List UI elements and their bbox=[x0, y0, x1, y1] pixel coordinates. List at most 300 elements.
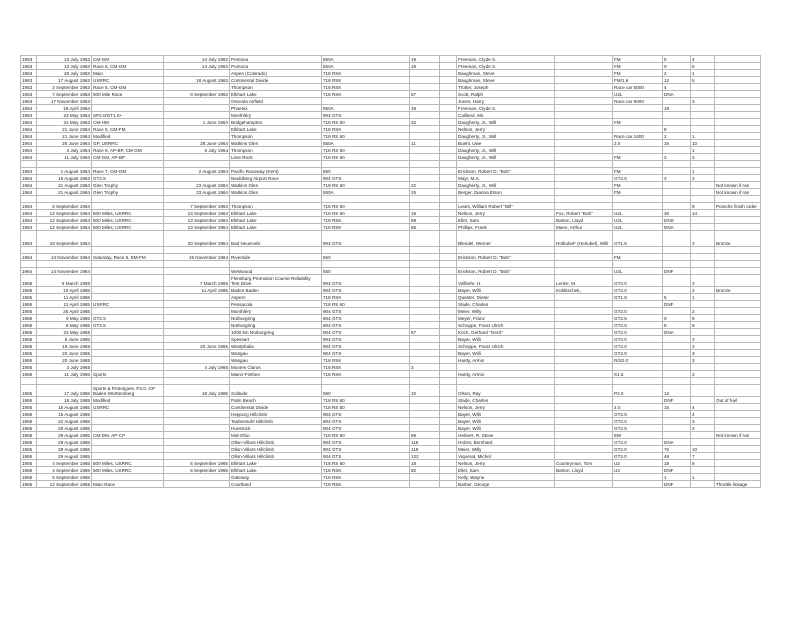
table-cell[interactable]: Freeman, Clyde S. bbox=[457, 63, 555, 70]
table-cell[interactable] bbox=[440, 474, 457, 481]
table-cell[interactable] bbox=[440, 364, 457, 371]
table-cell[interactable] bbox=[410, 98, 440, 105]
table-cell[interactable]: 16 bbox=[663, 140, 691, 147]
table-cell[interactable]: Erickson, Robert D. "Bob" bbox=[457, 168, 555, 175]
table-cell[interactable] bbox=[691, 254, 715, 261]
table-cell[interactable]: GT2.0 bbox=[613, 453, 663, 460]
table-cell[interactable]: 65 bbox=[410, 224, 440, 231]
table-cell[interactable] bbox=[440, 357, 457, 364]
table-cell[interactable] bbox=[440, 91, 457, 98]
table-cell[interactable]: Hollrubel* (Holrubel), Willi bbox=[555, 231, 613, 247]
table-cell[interactable]: 14 bbox=[691, 210, 715, 217]
table-cell[interactable] bbox=[613, 247, 663, 254]
table-cell[interactable]: 1965 bbox=[21, 418, 37, 425]
table-cell[interactable]: 17 August 1963 bbox=[37, 77, 92, 84]
table-cell[interactable] bbox=[715, 404, 761, 411]
table-cell[interactable]: 6 March 1965 bbox=[37, 275, 92, 287]
table-cell[interactable]: USRRC bbox=[92, 301, 164, 308]
table-cell[interactable]: Holzer, Bernhard bbox=[457, 439, 555, 446]
table-cell[interactable] bbox=[164, 70, 230, 77]
table-cell[interactable]: 1 bbox=[691, 133, 715, 140]
table-cell[interactable]: Baughman, Steve bbox=[457, 70, 555, 77]
table-cell[interactable]: GT2.0 bbox=[613, 446, 663, 453]
table-cell[interactable]: 550 bbox=[322, 168, 410, 175]
table-cell[interactable]: GT2.5 bbox=[613, 425, 663, 432]
table-cell[interactable] bbox=[457, 261, 555, 268]
table-cell[interactable] bbox=[555, 98, 613, 105]
table-cell[interactable]: 4 bbox=[691, 404, 715, 411]
table-cell[interactable] bbox=[555, 404, 613, 411]
table-cell[interactable] bbox=[715, 112, 761, 119]
table-cell[interactable] bbox=[322, 261, 410, 268]
table-cell[interactable]: 550A bbox=[322, 189, 410, 196]
table-cell[interactable] bbox=[164, 301, 230, 308]
table-cell[interactable] bbox=[410, 371, 440, 378]
table-cell[interactable] bbox=[410, 275, 440, 287]
table-cell[interactable]: Sports & Prototypes, P2.0, GP Baden-Württemberg bbox=[92, 385, 164, 397]
table-cell[interactable]: 718 RSK bbox=[322, 357, 410, 364]
table-cell[interactable] bbox=[440, 182, 457, 189]
table-cell[interactable]: 718 RSK bbox=[322, 364, 410, 371]
table-cell[interactable]: 25 bbox=[410, 189, 440, 196]
table-cell[interactable] bbox=[613, 203, 663, 210]
table-cell[interactable] bbox=[691, 439, 715, 446]
table-cell[interactable] bbox=[164, 411, 230, 418]
table-cell[interactable] bbox=[555, 84, 613, 91]
table-cell[interactable] bbox=[555, 364, 613, 371]
table-cell[interactable] bbox=[92, 261, 164, 268]
table-cell[interactable] bbox=[92, 308, 164, 315]
table-cell[interactable]: 3 bbox=[691, 98, 715, 105]
table-cell[interactable]: Elkhart Lake bbox=[230, 467, 322, 474]
table-cell[interactable]: CM-HM bbox=[92, 119, 164, 126]
table-cell[interactable]: 718 RSK bbox=[322, 77, 410, 84]
table-cell[interactable]: 2 bbox=[663, 154, 691, 161]
table-cell[interactable] bbox=[663, 343, 691, 350]
table-cell[interactable]: 13 July 1963 bbox=[37, 63, 92, 70]
table-cell[interactable]: 1965 bbox=[21, 329, 37, 336]
table-cell[interactable]: Wasgau bbox=[230, 357, 322, 364]
table-cell[interactable] bbox=[410, 350, 440, 357]
table-cell[interactable]: Nelson, Jerry bbox=[457, 404, 555, 411]
table-cell[interactable]: 1965 bbox=[21, 397, 37, 404]
table-cell[interactable] bbox=[92, 275, 164, 287]
table-cell[interactable]: 20 June 1965 bbox=[37, 350, 92, 357]
table-cell[interactable]: Daugherty, Jr., Will bbox=[457, 133, 555, 140]
table-cell[interactable]: 550 bbox=[322, 268, 410, 275]
table-cell[interactable]: 1965 bbox=[21, 439, 37, 446]
table-cell[interactable]: Koch, Gerhard "Gerd" bbox=[457, 329, 555, 336]
table-cell[interactable]: Mid-Ohio bbox=[230, 432, 322, 439]
table-cell[interactable]: 5 September 1965 bbox=[37, 474, 92, 481]
table-cell[interactable] bbox=[715, 147, 761, 154]
table-cell[interactable]: Fox, Robert "Bob" bbox=[555, 210, 613, 217]
table-cell[interactable] bbox=[715, 63, 761, 70]
table-cell[interactable]: 15 August 1965 bbox=[37, 411, 92, 418]
table-cell[interactable] bbox=[440, 371, 457, 378]
table-cell[interactable] bbox=[555, 63, 613, 70]
table-cell[interactable]: 718 RSK bbox=[322, 294, 410, 301]
table-cell[interactable]: GT2.5 bbox=[92, 175, 164, 182]
table-cell[interactable] bbox=[555, 385, 613, 397]
table-cell[interactable]: FM bbox=[613, 254, 663, 261]
table-cell[interactable]: 1964 bbox=[21, 182, 37, 189]
table-cell[interactable]: 19 June 1965 bbox=[37, 343, 92, 350]
table-cell[interactable]: Bayer, Willi bbox=[457, 425, 555, 432]
table-cell[interactable]: 14 July 1963 bbox=[164, 56, 230, 63]
table-cell[interactable]: Ollon-Villars Hillclimb bbox=[230, 446, 322, 453]
table-cell[interactable] bbox=[691, 329, 715, 336]
table-cell[interactable]: Elkhart Lake bbox=[230, 210, 322, 217]
table-cell[interactable] bbox=[440, 268, 457, 275]
table-cell[interactable] bbox=[691, 364, 715, 371]
table-cell[interactable]: 718 RS 60 bbox=[322, 119, 410, 126]
table-cell[interactable] bbox=[440, 294, 457, 301]
table-cell[interactable]: Barton, Lloyd bbox=[555, 217, 613, 224]
table-cell[interactable]: 20 June 1965 bbox=[164, 343, 230, 350]
table-cell[interactable] bbox=[555, 453, 613, 460]
table-cell[interactable]: 69 bbox=[410, 432, 440, 439]
table-cell[interactable]: 718 RSK bbox=[322, 371, 410, 378]
table-cell[interactable]: 3 bbox=[691, 350, 715, 357]
table-cell[interactable] bbox=[92, 418, 164, 425]
table-cell[interactable]: 3 bbox=[691, 275, 715, 287]
table-cell[interactable] bbox=[715, 268, 761, 275]
table-cell[interactable]: Blendel, Werner bbox=[457, 231, 555, 247]
table-cell[interactable]: 1963 bbox=[21, 70, 37, 77]
table-cell[interactable] bbox=[410, 112, 440, 119]
table-cell[interactable]: GT2.5 bbox=[92, 315, 164, 322]
table-cell[interactable] bbox=[555, 91, 613, 98]
table-cell[interactable]: 718 RSK bbox=[322, 126, 410, 133]
table-cell[interactable]: Quester, Dieter bbox=[457, 294, 555, 301]
table-cell[interactable] bbox=[410, 77, 440, 84]
table-cell[interactable]: Pensacola bbox=[230, 301, 322, 308]
table-cell[interactable] bbox=[440, 112, 457, 119]
table-cell[interactable]: Neubiberg Airport Race bbox=[230, 175, 322, 182]
table-cell[interactable]: Ollon-Villars Hillclimb bbox=[230, 453, 322, 460]
table-cell[interactable]: Eller, Sam bbox=[457, 217, 555, 224]
table-cell[interactable] bbox=[164, 105, 230, 112]
table-cell[interactable]: Eller, Sam bbox=[457, 467, 555, 474]
table-cell[interactable]: 1965 bbox=[21, 287, 37, 294]
table-cell[interactable]: 1964 bbox=[21, 189, 37, 196]
table-cell[interactable] bbox=[715, 196, 761, 203]
table-cell[interactable]: 22 bbox=[410, 119, 440, 126]
table-cell[interactable] bbox=[715, 322, 761, 329]
table-cell[interactable] bbox=[440, 105, 457, 112]
table-cell[interactable]: 718 RS 60 bbox=[322, 404, 410, 411]
table-cell[interactable] bbox=[715, 247, 761, 254]
table-cell[interactable] bbox=[322, 98, 410, 105]
table-cell[interactable]: 5 bbox=[663, 294, 691, 301]
table-cell[interactable] bbox=[37, 161, 92, 168]
table-cell[interactable] bbox=[37, 247, 92, 254]
table-cell[interactable]: DNF bbox=[663, 301, 691, 308]
table-cell[interactable]: Wasgau bbox=[230, 350, 322, 357]
table-cell[interactable] bbox=[410, 70, 440, 77]
table-cell[interactable]: 904 GTS bbox=[322, 231, 410, 247]
table-cell[interactable] bbox=[440, 418, 457, 425]
table-cell[interactable] bbox=[555, 343, 613, 350]
table-cell[interactable] bbox=[92, 453, 164, 460]
table-cell[interactable] bbox=[555, 196, 613, 203]
table-cell[interactable] bbox=[92, 294, 164, 301]
table-cell[interactable] bbox=[322, 196, 410, 203]
table-cell[interactable]: Buehl, Uwe bbox=[457, 140, 555, 147]
table-cell[interactable]: 11 July 1965 bbox=[37, 371, 92, 378]
table-cell[interactable]: 2 bbox=[691, 154, 715, 161]
table-cell[interactable]: 1965 bbox=[21, 322, 37, 329]
table-cell[interactable]: 904 GTS bbox=[322, 287, 410, 294]
table-cell[interactable] bbox=[715, 378, 761, 385]
table-cell[interactable]: USRRC bbox=[92, 404, 164, 411]
table-cell[interactable] bbox=[457, 247, 555, 254]
table-cell[interactable]: 115 bbox=[410, 439, 440, 446]
table-cell[interactable]: FM bbox=[613, 56, 663, 63]
table-cell[interactable]: 1965 bbox=[21, 481, 37, 488]
table-cell[interactable] bbox=[715, 294, 761, 301]
table-cell[interactable] bbox=[230, 378, 322, 385]
table-cell[interactable]: DNA bbox=[663, 439, 691, 446]
table-cell[interactable] bbox=[410, 294, 440, 301]
table-cell[interactable]: U2L bbox=[613, 224, 663, 231]
table-cell[interactable] bbox=[715, 254, 761, 261]
table-cell[interactable]: 15 August 1965 bbox=[37, 404, 92, 411]
table-cell[interactable] bbox=[715, 336, 761, 343]
table-cell[interactable]: 18 bbox=[663, 460, 691, 467]
table-cell[interactable]: 13 September 1964 bbox=[164, 224, 230, 231]
table-cell[interactable] bbox=[164, 329, 230, 336]
table-cell[interactable] bbox=[555, 56, 613, 63]
table-cell[interactable] bbox=[691, 481, 715, 488]
table-cell[interactable]: 1964 bbox=[21, 231, 37, 247]
table-cell[interactable]: 1965 bbox=[21, 294, 37, 301]
table-cell[interactable]: Westphalia bbox=[230, 343, 322, 350]
table-cell[interactable]: 29 August 1965 bbox=[37, 453, 92, 460]
table-cell[interactable]: GT2.0 bbox=[613, 287, 663, 294]
table-cell[interactable]: Saturday, Race 5, EM-FM bbox=[92, 254, 164, 261]
table-cell[interactable] bbox=[440, 168, 457, 175]
table-cell[interactable]: Race 7, CM-GM bbox=[92, 168, 164, 175]
table-cell[interactable]: 3 bbox=[410, 364, 440, 371]
table-cell[interactable]: 904 GTS bbox=[322, 322, 410, 329]
table-cell[interactable] bbox=[555, 254, 613, 261]
table-cell[interactable]: Pomona bbox=[230, 63, 322, 70]
table-cell[interactable]: 1964 bbox=[21, 154, 37, 161]
table-cell[interactable]: 22 bbox=[410, 182, 440, 189]
table-cell[interactable] bbox=[555, 261, 613, 268]
table-cell[interactable] bbox=[440, 404, 457, 411]
table-cell[interactable] bbox=[555, 168, 613, 175]
table-cell[interactable]: Freeman, Clyde S. bbox=[457, 56, 555, 63]
table-cell[interactable]: Scott, Ralph bbox=[457, 91, 555, 98]
table-cell[interactable]: 1964 bbox=[21, 203, 37, 210]
table-cell[interactable] bbox=[555, 301, 613, 308]
table-cell[interactable] bbox=[691, 467, 715, 474]
table-cell[interactable] bbox=[691, 126, 715, 133]
table-cell[interactable] bbox=[410, 404, 440, 411]
table-cell[interactable]: 67 bbox=[410, 91, 440, 98]
table-cell[interactable]: 31 May 1964 bbox=[37, 119, 92, 126]
table-cell[interactable]: 11 April 1965 bbox=[164, 287, 230, 294]
table-cell[interactable] bbox=[440, 254, 457, 261]
table-cell[interactable] bbox=[715, 140, 761, 147]
table-cell[interactable]: Ollon-Villars Hillclimb bbox=[230, 439, 322, 446]
table-cell[interactable] bbox=[691, 247, 715, 254]
table-cell[interactable] bbox=[663, 168, 691, 175]
table-cell[interactable] bbox=[555, 119, 613, 126]
table-cell[interactable] bbox=[663, 147, 691, 154]
table-cell[interactable] bbox=[410, 425, 440, 432]
table-cell[interactable]: 1 bbox=[691, 294, 715, 301]
table-cell[interactable] bbox=[715, 84, 761, 91]
table-cell[interactable] bbox=[715, 105, 761, 112]
table-cell[interactable]: DNS bbox=[663, 217, 691, 224]
table-cell[interactable]: 1964 bbox=[21, 217, 37, 224]
table-cell[interactable]: 904 GTS bbox=[322, 315, 410, 322]
table-cell[interactable] bbox=[555, 182, 613, 189]
table-cell[interactable] bbox=[663, 287, 691, 294]
table-cell[interactable]: 19 bbox=[410, 63, 440, 70]
table-cell[interactable]: 1965 bbox=[21, 425, 37, 432]
table-cell[interactable]: Daugherty, Jr., Will bbox=[457, 182, 555, 189]
table-cell[interactable]: 1964 bbox=[21, 140, 37, 147]
table-cell[interactable]: Osceola Airfield bbox=[230, 98, 322, 105]
table-cell[interactable]: 29 August 1965 bbox=[37, 425, 92, 432]
table-cell[interactable] bbox=[92, 357, 164, 364]
table-cell[interactable] bbox=[555, 112, 613, 119]
table-cell[interactable]: 718 RS 60 bbox=[322, 210, 410, 217]
table-cell[interactable] bbox=[410, 126, 440, 133]
table-cell[interactable]: Elkhart Lake bbox=[230, 224, 322, 231]
table-cell[interactable]: 904 GTS bbox=[322, 418, 410, 425]
table-cell[interactable]: 21 June 1964 bbox=[37, 133, 92, 140]
table-cell[interactable] bbox=[613, 105, 663, 112]
table-cell[interactable]: GT2.5 bbox=[613, 315, 663, 322]
table-cell[interactable] bbox=[555, 446, 613, 453]
table-cell[interactable]: Bayer, Willi bbox=[457, 287, 555, 294]
table-cell[interactable]: 29 August 1965 bbox=[37, 446, 92, 453]
table-cell[interactable]: 7 March 1965 bbox=[164, 275, 230, 287]
table-cell[interactable] bbox=[715, 357, 761, 364]
table-cell[interactable] bbox=[440, 231, 457, 247]
table-cell[interactable]: Slade, Charles bbox=[457, 301, 555, 308]
table-cell[interactable]: GT2.0 bbox=[613, 329, 663, 336]
table-cell[interactable] bbox=[555, 140, 613, 147]
table-cell[interactable]: 1964 bbox=[21, 147, 37, 154]
table-cell[interactable]: 10 bbox=[691, 140, 715, 147]
table-cell[interactable]: 23 May 1964 bbox=[37, 112, 92, 119]
table-cell[interactable] bbox=[164, 418, 230, 425]
table-cell[interactable]: Taubensuhl Hillclimb bbox=[230, 418, 322, 425]
table-cell[interactable]: 500 Miles, USRRC bbox=[92, 217, 164, 224]
table-cell[interactable] bbox=[613, 397, 663, 404]
table-cell[interactable]: 3 bbox=[663, 175, 691, 182]
table-cell[interactable] bbox=[21, 196, 37, 203]
table-cell[interactable]: 1965 bbox=[21, 364, 37, 371]
table-cell[interactable]: 718 RSK bbox=[322, 481, 410, 488]
table-cell[interactable]: 19 April 1964 bbox=[37, 105, 92, 112]
table-cell[interactable] bbox=[164, 474, 230, 481]
table-cell[interactable]: Phoenix bbox=[230, 105, 322, 112]
table-cell[interactable]: Lewis, William Robert "Bill" bbox=[457, 203, 555, 210]
table-cell[interactable] bbox=[410, 301, 440, 308]
table-cell[interactable] bbox=[164, 336, 230, 343]
table-cell[interactable] bbox=[555, 77, 613, 84]
table-cell[interactable]: 2 bbox=[691, 287, 715, 294]
table-cell[interactable]: 1965 bbox=[21, 474, 37, 481]
table-cell[interactable] bbox=[440, 161, 457, 168]
table-cell[interactable] bbox=[92, 196, 164, 203]
table-cell[interactable]: 1965 bbox=[21, 453, 37, 460]
table-cell[interactable]: 5 September 1965 bbox=[164, 467, 230, 474]
table-cell[interactable]: Bad Neuenahr bbox=[230, 231, 322, 247]
table-cell[interactable] bbox=[440, 70, 457, 77]
table-cell[interactable] bbox=[92, 364, 164, 371]
table-cell[interactable]: 1965 bbox=[21, 275, 37, 287]
table-cell[interactable]: Watkins Glen bbox=[230, 182, 322, 189]
table-cell[interactable] bbox=[440, 84, 457, 91]
table-cell[interactable] bbox=[164, 133, 230, 140]
table-cell[interactable] bbox=[164, 98, 230, 105]
table-cell[interactable] bbox=[92, 411, 164, 418]
table-cell[interactable]: 904 GTS bbox=[322, 336, 410, 343]
table-cell[interactable] bbox=[555, 425, 613, 432]
table-cell[interactable]: Lime Rock bbox=[230, 154, 322, 161]
table-cell[interactable] bbox=[555, 126, 613, 133]
table-cell[interactable]: 2.0 bbox=[613, 404, 663, 411]
table-cell[interactable] bbox=[440, 210, 457, 217]
table-cell[interactable]: Elkhart Lake bbox=[230, 91, 322, 98]
table-cell[interactable]: 718 RS 60 bbox=[322, 154, 410, 161]
table-cell[interactable]: 1963 bbox=[21, 77, 37, 84]
table-cell[interactable]: 1964 bbox=[21, 224, 37, 231]
table-cell[interactable]: 718 RSK bbox=[322, 70, 410, 77]
table-cell[interactable]: 3 bbox=[691, 336, 715, 343]
table-cell[interactable]: Race 6, AP-BP, CM-GM bbox=[92, 147, 164, 154]
table-cell[interactable]: FM bbox=[613, 182, 663, 189]
table-cell[interactable]: GT2.0 bbox=[613, 350, 663, 357]
table-cell[interactable]: 500 Miles, USRRC bbox=[92, 460, 164, 467]
table-cell[interactable] bbox=[691, 161, 715, 168]
table-cell[interactable] bbox=[440, 275, 457, 287]
table-cell[interactable]: U2 bbox=[613, 460, 663, 467]
table-cell[interactable] bbox=[715, 70, 761, 77]
table-cell[interactable] bbox=[440, 432, 457, 439]
table-cell[interactable] bbox=[691, 91, 715, 98]
table-cell[interactable]: GT2.0 bbox=[613, 439, 663, 446]
table-cell[interactable]: 1963 bbox=[21, 84, 37, 91]
table-cell[interactable]: Thompson bbox=[230, 203, 322, 210]
table-cell[interactable]: GP, USRRC bbox=[92, 140, 164, 147]
table-cell[interactable] bbox=[715, 371, 761, 378]
table-cell[interactable] bbox=[410, 161, 440, 168]
table-cell[interactable]: Main bbox=[92, 70, 164, 77]
table-cell[interactable] bbox=[457, 161, 555, 168]
table-cell[interactable] bbox=[691, 301, 715, 308]
table-cell[interactable] bbox=[92, 105, 164, 112]
table-cell[interactable]: 3 bbox=[691, 175, 715, 182]
table-cell[interactable]: Cailland, Ms. bbox=[457, 112, 555, 119]
table-cell[interactable]: 718 RS 60 bbox=[322, 432, 410, 439]
table-cell[interactable] bbox=[440, 217, 457, 224]
table-cell[interactable]: 7 September 1963 bbox=[37, 91, 92, 98]
table-cell[interactable] bbox=[230, 261, 322, 268]
table-cell[interactable] bbox=[691, 385, 715, 397]
table-cell[interactable] bbox=[164, 84, 230, 91]
table-cell[interactable]: R/S2.0 bbox=[613, 357, 663, 364]
